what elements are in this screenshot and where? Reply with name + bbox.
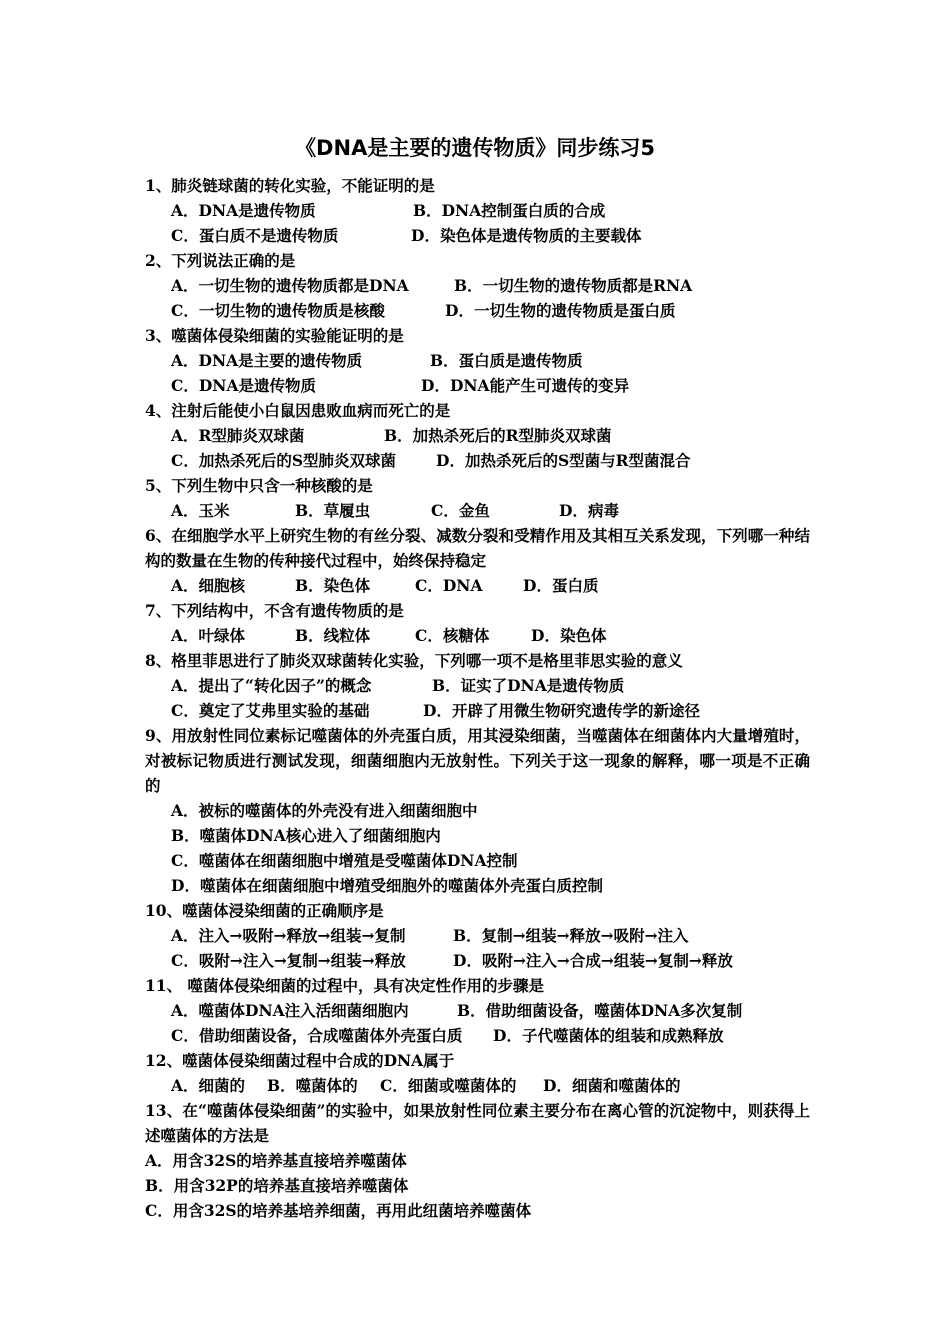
- option-a: A．注入→吸附→释放→组装→复制: [171, 926, 406, 945]
- question-stem: 2、下列说法正确的是: [145, 251, 296, 270]
- option-d: D．加热杀死后的S型菌与R型菌混合: [436, 451, 691, 470]
- option-d: D．子代噬菌体的组装和成熟释放: [493, 1026, 724, 1045]
- option-c: C．奠定了艾弗里实验的基础: [171, 701, 370, 720]
- option-row: [145, 573, 810, 598]
- option-d: D．染色体: [531, 626, 607, 645]
- option-c: C．细菌或噬菌体的: [380, 1076, 517, 1095]
- option-c: C．DNA: [415, 576, 483, 595]
- option-a: A．细菌的: [171, 1076, 246, 1095]
- option-c: C．加热杀死后的S型肺炎双球菌: [171, 451, 397, 470]
- option-row: [145, 498, 810, 523]
- option-row: [145, 373, 810, 398]
- option-line: A．用含32S的培养基直接培养噬菌体: [145, 1151, 407, 1170]
- option-c: C．金鱼: [431, 501, 490, 520]
- option-line: B．噬菌体DNA核心进入了细菌细胞内: [171, 826, 441, 845]
- option-b: B．DNA控制蛋白质的合成: [413, 201, 606, 220]
- option-c: C．吸附→注入→复制→组装→释放: [171, 951, 406, 970]
- question-stem: 9、用放射性同位素标记噬菌体的外壳蛋白质，用其浸染细菌，当噬菌体在细菌体内大量增殖时，对被标记物质进行测试发现，细菌细胞内无放射性。下列关于这一现象的解释，哪一项是不正确的: [145, 726, 810, 795]
- option-a: A．DNA是遗传物质: [171, 201, 316, 220]
- option-a: A．一切生物的遗传物质都是DNA: [171, 276, 409, 295]
- option-line: C．噬菌体在细菌细胞中增殖是受噬菌体DNA控制: [171, 851, 518, 870]
- option-b: B．借助细菌设备，噬菌体DNA多次复制: [457, 1001, 743, 1020]
- page-title: 《DNA是主要的遗传物质》同步练习5: [295, 136, 655, 160]
- option-d: D．蛋白质: [523, 576, 599, 595]
- option-row: [145, 448, 810, 473]
- option-row: [145, 223, 810, 248]
- option-line: C．用含32S的培养基培养细菌，再用此纽菌培养噬菌体: [145, 1201, 532, 1220]
- option-row: [145, 423, 810, 448]
- option-b: B．蛋白质是遗传物质: [430, 351, 583, 370]
- option-row: [145, 298, 810, 323]
- option-row: [145, 923, 810, 948]
- option-b: B．草履虫: [295, 501, 371, 520]
- option-c: C．DNA是遗传物质: [171, 376, 316, 395]
- option-c: C．核糖体: [415, 626, 490, 645]
- option-b: B．一切生物的遗传物质都是RNA: [454, 276, 693, 295]
- option-row: [145, 623, 810, 648]
- option-c: C．借助细菌设备，合成噬菌体外壳蛋白质: [171, 1026, 463, 1045]
- option-a: A．噬菌体DNA注入活细菌细胞内: [171, 1001, 409, 1020]
- question-stem: 10、噬菌体浸染细菌的正确顺序是: [145, 901, 384, 920]
- question-stem: 11、 噬菌体侵染细菌的过程中，具有决定性作用的步骤是: [145, 976, 544, 995]
- question-stem: 4、注射后能使小白鼠因患败血病而死亡的是: [145, 401, 451, 420]
- option-d: D．吸附→注入→合成→组装→复制→释放: [453, 951, 733, 970]
- option-line: B．用含32P的培养基直接培养噬菌体: [145, 1176, 409, 1195]
- option-a: A．玉米: [171, 501, 230, 520]
- option-row: [145, 348, 810, 373]
- option-row: [145, 1073, 810, 1098]
- option-b: B．染色体: [295, 576, 371, 595]
- option-c: C．一切生物的遗传物质是核酸: [171, 301, 385, 320]
- question-list: [145, 173, 810, 1223]
- question-stem: 6、在细胞学水平上研究生物的有丝分裂、减数分裂和受精作用及其相互关系发现，下列哪一种结构的数量在生物的传种接代过程中，始终保持稳定: [145, 526, 810, 570]
- option-row: [145, 673, 810, 698]
- option-b: B．噬菌体的: [267, 1076, 358, 1095]
- option-row: [145, 273, 810, 298]
- option-d: D．病毒: [559, 501, 619, 520]
- option-row: [145, 1023, 810, 1048]
- option-row: [145, 948, 810, 973]
- option-a: A．叶绿体: [171, 626, 246, 645]
- option-row: [145, 698, 810, 723]
- option-d: D．开辟了用微生物研究遗传学的新途径: [423, 701, 700, 720]
- option-b: B．线粒体: [295, 626, 371, 645]
- option-a: A．细胞核: [171, 576, 246, 595]
- option-row: [145, 198, 810, 223]
- question-stem: 7、下列结构中，不含有遗传物质的是: [145, 601, 404, 620]
- question-stem: 1、肺炎链球菌的转化实验，不能证明的是: [145, 176, 435, 195]
- option-d: D．DNA能产生可遗传的变异: [421, 376, 630, 395]
- option-b: B．加热杀死后的R型肺炎双球菌: [384, 426, 612, 445]
- option-row: [145, 998, 810, 1023]
- option-line: A．被标的噬菌体的外壳没有进入细菌细胞中: [171, 801, 478, 820]
- question-stem: 13、在“噬菌体侵染细菌”的实验中，如果放射性同位素主要分布在离心管的沉淀物中，则获得上述噬菌体的方法是: [145, 1101, 810, 1145]
- option-d: D．染色体是遗传物质的主要载体: [411, 226, 642, 245]
- option-line: D．噬菌体在细菌细胞中增殖受细胞外的噬菌体外壳蛋白质控制: [171, 876, 603, 895]
- option-a: A．提出了“转化因子”的概念: [171, 676, 372, 695]
- option-a: A．DNA是主要的遗传物质: [171, 351, 363, 370]
- option-c: C．蛋白质不是遗传物质: [171, 226, 339, 245]
- question-stem: 12、噬菌体侵染细菌过程中合成的DNA属于: [145, 1051, 455, 1070]
- option-d: D．一切生物的遗传物质是蛋白质: [445, 301, 676, 320]
- question-stem: 8、格里菲思进行了肺炎双球菌转化实验，下列哪一项不是格里菲思实验的意义: [145, 651, 683, 670]
- option-a: A．R型肺炎双球菌: [171, 426, 305, 445]
- option-b: B．复制→组装→释放→吸附→注入: [453, 926, 689, 945]
- option-d: D．细菌和噬菌体的: [543, 1076, 681, 1095]
- option-b: B．证实了DNA是遗传物质: [432, 676, 625, 695]
- question-stem: 5、下列生物中只含一种核酸的是: [145, 476, 373, 495]
- question-stem: 3、噬菌体侵染细菌的实验能证明的是: [145, 326, 404, 345]
